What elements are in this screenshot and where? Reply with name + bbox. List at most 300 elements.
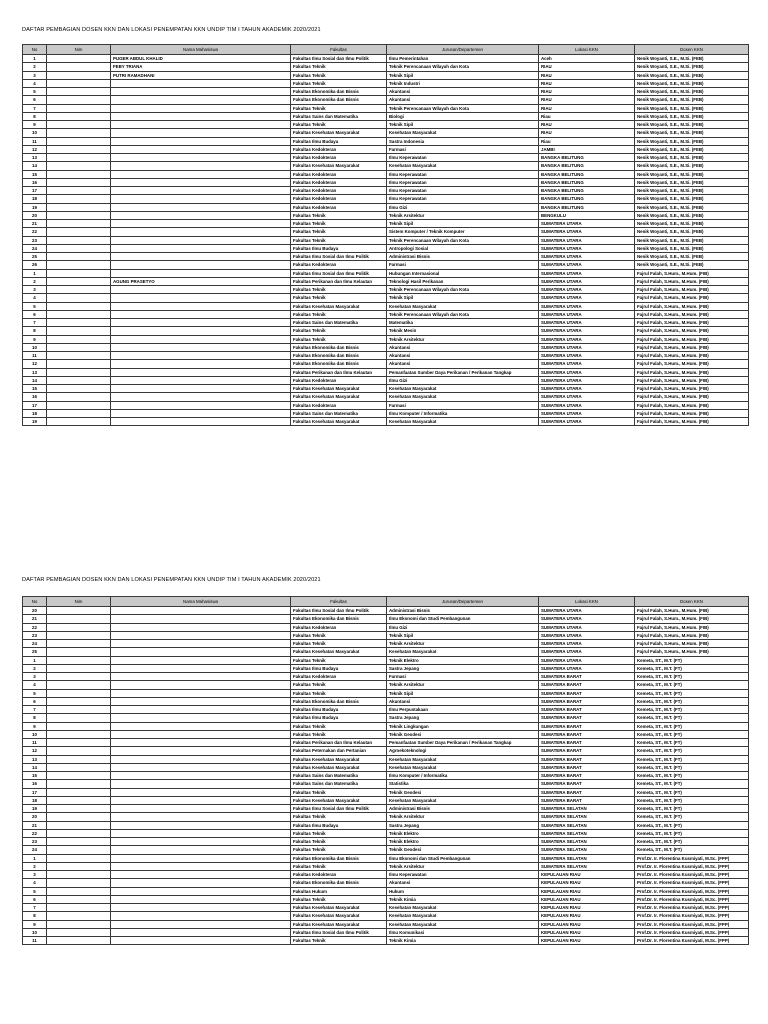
cell-lecturer: Fajrul Falah, S.Hum., M.Hum. (FIB) <box>635 401 749 409</box>
cell-lecturer: Nenik Woyanti, S.E., M.Si. (FEB) <box>635 253 749 261</box>
cell-no: 1 <box>23 656 47 664</box>
table-row <box>23 937 749 945</box>
cell-no: 4 <box>23 879 47 887</box>
cell-no: 5 <box>23 887 47 895</box>
cell-nim <box>47 730 111 738</box>
cell-student-name <box>111 615 291 623</box>
table-row <box>23 928 749 936</box>
assignment-table <box>22 596 749 945</box>
cell-no: 7 <box>23 706 47 714</box>
cell-nim <box>47 681 111 689</box>
cell-lecturer: Fajrul Falah, S.Hum., M.Hum. (FIB) <box>635 277 749 285</box>
column-header-student-name: Nama Mahasiswa <box>111 597 291 607</box>
cell-no: 20 <box>23 813 47 821</box>
column-header-department: Jurusan/Departemen <box>387 45 539 55</box>
cell-department: Kesehatan Masyarakat <box>387 648 539 656</box>
cell-faculty: Fakultas Sains dan Matematika <box>291 780 387 788</box>
table-row <box>23 385 749 393</box>
table-row <box>23 401 749 409</box>
cell-nim <box>47 755 111 763</box>
table-row <box>23 648 749 656</box>
cell-nim <box>47 409 111 417</box>
cell-nim <box>47 220 111 228</box>
cell-nim <box>47 121 111 129</box>
cell-lecturer: Nenik Woyanti, S.E., M.Si. (FEB) <box>635 145 749 153</box>
cell-location: SUMATERA UTARA <box>539 228 635 236</box>
cell-faculty: Fakultas Teknik <box>291 310 387 318</box>
cell-faculty: Fakultas Teknik <box>291 846 387 854</box>
cell-student-name <box>111 88 291 96</box>
cell-faculty: Fakultas Teknik <box>291 640 387 648</box>
cell-faculty: Fakultas Teknik <box>291 689 387 697</box>
cell-lecturer: Fajrul Falah, S.Hum., M.Hum. (FIB) <box>635 418 749 426</box>
cell-nim <box>47 178 111 186</box>
table-body <box>23 55 749 426</box>
cell-faculty: Fakultas Kesehatan Masyarakat <box>291 385 387 393</box>
cell-no: 8 <box>23 714 47 722</box>
document-title: DAFTAR PEMBAGIAN DOSEN KKN DAN LOKASI PENEMPATAN KKN UNDIP TIM I TAHUN AKADEMIK 2020/2021 <box>22 27 321 33</box>
cell-faculty: Fakultas Teknik <box>291 294 387 302</box>
cell-faculty: Fakultas Teknik <box>291 838 387 846</box>
table-row <box>23 187 749 195</box>
cell-location: SUMATERA UTARA <box>539 607 635 615</box>
cell-student-name <box>111 327 291 335</box>
cell-faculty: Fakultas Ilmu Budaya <box>291 664 387 672</box>
cell-lecturer: Nenik Woyanti, S.E., M.Si. (FEB) <box>635 203 749 211</box>
cell-no: 24 <box>23 244 47 252</box>
cell-no: 1 <box>23 55 47 63</box>
cell-faculty: Fakultas Ilmu Budaya <box>291 137 387 145</box>
cell-location: SUMATERA UTARA <box>539 352 635 360</box>
cell-no: 18 <box>23 195 47 203</box>
cell-lecturer: Prof.Dr. Ir. Florentina Kusmiyati, M.Sc. (FPP) <box>635 854 749 862</box>
table-row <box>23 376 749 384</box>
cell-faculty: Fakultas Ilmu Budaya <box>291 714 387 722</box>
cell-faculty: Fakultas Ekonomika dan Bisnis <box>291 697 387 705</box>
table-row <box>23 178 749 186</box>
cell-department: Ilmu Ekonomi dan Studi Pembangunan <box>387 615 539 623</box>
table-row <box>23 129 749 137</box>
cell-department: Statistika <box>387 780 539 788</box>
cell-student-name <box>111 640 291 648</box>
cell-department: Pemanfaatan Sumber Daya Perikanan / Perikanan Tangkap <box>387 739 539 747</box>
cell-location: BANGKA BELITUNG <box>539 187 635 195</box>
table-row <box>23 854 749 862</box>
cell-no: 11 <box>23 937 47 945</box>
cell-department: Teknik Perencanaan Wilayah dan Kota <box>387 286 539 294</box>
cell-no: 5 <box>23 302 47 310</box>
table-row <box>23 236 749 244</box>
cell-student-name <box>111 96 291 104</box>
cell-no: 16 <box>23 780 47 788</box>
cell-student-name <box>111 854 291 862</box>
table-row <box>23 623 749 631</box>
cell-department: Administrasi Bisnis <box>387 607 539 615</box>
cell-department: Akuntansi <box>387 879 539 887</box>
cell-nim <box>47 104 111 112</box>
cell-faculty: Fakultas Teknik <box>291 722 387 730</box>
cell-lecturer: Kemeta, ST., M.T. (FT) <box>635 755 749 763</box>
cell-location: SUMATERA UTARA <box>539 368 635 376</box>
cell-lecturer: Kemeta, ST., M.T. (FT) <box>635 689 749 697</box>
table-row <box>23 763 749 771</box>
cell-lecturer: Nenik Woyanti, S.E., M.Si. (FEB) <box>635 104 749 112</box>
cell-no: 25 <box>23 253 47 261</box>
table-row <box>23 286 749 294</box>
cell-lecturer: Nenik Woyanti, S.E., M.Si. (FEB) <box>635 220 749 228</box>
table-row <box>23 96 749 104</box>
cell-faculty: Fakultas Teknik <box>291 829 387 837</box>
table-row <box>23 821 749 829</box>
cell-no: 3 <box>23 871 47 879</box>
cell-nim <box>47 640 111 648</box>
cell-department: Sistem Komputer / Teknik Komputer <box>387 228 539 236</box>
cell-no: 7 <box>23 319 47 327</box>
cell-nim <box>47 937 111 945</box>
cell-student-name <box>111 895 291 903</box>
table-row <box>23 137 749 145</box>
cell-nim <box>47 368 111 376</box>
cell-location: SUMATERA BARAT <box>539 697 635 705</box>
cell-department: Akuntansi <box>387 360 539 368</box>
cell-nim <box>47 393 111 401</box>
cell-nim <box>47 648 111 656</box>
cell-faculty: Fakultas Teknik <box>291 220 387 228</box>
cell-no: 8 <box>23 327 47 335</box>
cell-department: Kesehatan Masyarakat <box>387 162 539 170</box>
cell-nim <box>47 335 111 343</box>
cell-department: Ilmu Keperawatan <box>387 154 539 162</box>
cell-location: SUMATERA UTARA <box>539 664 635 672</box>
cell-lecturer: Nenik Woyanti, S.E., M.Si. (FEB) <box>635 228 749 236</box>
cell-student-name <box>111 920 291 928</box>
cell-faculty: Fakultas Peternakan dan Pertanian <box>291 747 387 755</box>
cell-student-name <box>111 162 291 170</box>
cell-location: SUMATERA UTARA <box>539 294 635 302</box>
cell-location: Riau <box>539 112 635 120</box>
cell-department: Teknik Mesin <box>387 327 539 335</box>
table-row <box>23 846 749 854</box>
cell-faculty: Fakultas Ekonomika dan Bisnis <box>291 360 387 368</box>
cell-student-name <box>111 681 291 689</box>
table-row <box>23 343 749 351</box>
cell-student-name <box>111 211 291 219</box>
table-row <box>23 730 749 738</box>
cell-nim <box>47 854 111 862</box>
cell-location: BANGKA BELITUNG <box>539 178 635 186</box>
cell-no: 23 <box>23 236 47 244</box>
cell-lecturer: Kemeta, ST., M.T. (FT) <box>635 829 749 837</box>
cell-location: SUMATERA UTARA <box>539 615 635 623</box>
cell-no: 9 <box>23 121 47 129</box>
cell-location: KEPULAUAN RIAU <box>539 928 635 936</box>
cell-faculty: Fakultas Kesehatan Masyarakat <box>291 904 387 912</box>
cell-nim <box>47 904 111 912</box>
cell-student-name <box>111 401 291 409</box>
cell-student-name <box>111 112 291 120</box>
cell-nim <box>47 376 111 384</box>
cell-no: 10 <box>23 129 47 137</box>
cell-lecturer: Nenik Woyanti, S.E., M.Si. (FEB) <box>635 170 749 178</box>
cell-location: SUMATERA UTARA <box>539 277 635 285</box>
cell-department: Teknik Elektro <box>387 829 539 837</box>
table-row <box>23 121 749 129</box>
cell-location: RIAU <box>539 71 635 79</box>
cell-no: 18 <box>23 409 47 417</box>
cell-location: KEPULAUAN RIAU <box>539 937 635 945</box>
table-row <box>23 409 749 417</box>
table-row <box>23 607 749 615</box>
cell-faculty: Fakultas Kesehatan Masyarakat <box>291 162 387 170</box>
table-row <box>23 79 749 87</box>
cell-nim <box>47 871 111 879</box>
cell-department: Teknik Arsitektur <box>387 681 539 689</box>
cell-location: SUMATERA SELATAN <box>539 838 635 846</box>
table-row <box>23 220 749 228</box>
cell-student-name <box>111 780 291 788</box>
cell-location: BANGKA BELITUNG <box>539 154 635 162</box>
cell-lecturer: Fajrul Falah, S.Hum., M.Hum. (FIB) <box>635 319 749 327</box>
cell-location: SUMATERA UTARA <box>539 302 635 310</box>
cell-no: 12 <box>23 145 47 153</box>
cell-department: Farmasi <box>387 261 539 269</box>
cell-student-name <box>111 879 291 887</box>
table-row <box>23 887 749 895</box>
cell-student-name <box>111 739 291 747</box>
cell-student-name <box>111 170 291 178</box>
cell-student-name <box>111 236 291 244</box>
cell-faculty: Fakultas Ekonomika dan Bisnis <box>291 352 387 360</box>
cell-nim <box>47 615 111 623</box>
cell-location: SUMATERA UTARA <box>539 385 635 393</box>
cell-nim <box>47 912 111 920</box>
table-row <box>23 879 749 887</box>
table-row <box>23 788 749 796</box>
cell-nim <box>47 780 111 788</box>
cell-faculty: Fakultas Teknik <box>291 121 387 129</box>
cell-location: Aceh <box>539 55 635 63</box>
cell-student-name <box>111 631 291 639</box>
cell-location: SUMATERA BARAT <box>539 796 635 804</box>
cell-lecturer: Nenik Woyanti, S.E., M.Si. (FEB) <box>635 187 749 195</box>
cell-lecturer: Fajrul Falah, S.Hum., M.Hum. (FIB) <box>635 335 749 343</box>
cell-lecturer: Kemeta, ST., M.T. (FT) <box>635 772 749 780</box>
cell-student-name <box>111 904 291 912</box>
table-row <box>23 393 749 401</box>
cell-department: Teknik Perencanaan Wilayah dan Kota <box>387 310 539 318</box>
cell-nim <box>47 261 111 269</box>
cell-student-name <box>111 244 291 252</box>
cell-nim <box>47 211 111 219</box>
cell-lecturer: Fajrul Falah, S.Hum., M.Hum. (FIB) <box>635 310 749 318</box>
cell-no: 25 <box>23 648 47 656</box>
cell-no: 20 <box>23 607 47 615</box>
cell-no: 10 <box>23 730 47 738</box>
column-header-department: Jurusan/Departemen <box>387 597 539 607</box>
cell-nim <box>47 838 111 846</box>
cell-location: JAMBI <box>539 145 635 153</box>
cell-no: 26 <box>23 261 47 269</box>
cell-location: RIAU <box>539 96 635 104</box>
cell-nim <box>47 821 111 829</box>
cell-faculty: Fakultas Kesehatan Masyarakat <box>291 418 387 426</box>
cell-department: Teknik Geodesi <box>387 846 539 854</box>
cell-lecturer: Kemeta, ST., M.T. (FT) <box>635 714 749 722</box>
cell-student-name <box>111 813 291 821</box>
cell-student-name <box>111 319 291 327</box>
column-header-location: Lokasi KKN <box>539 597 635 607</box>
cell-department: Hubungan Internasional <box>387 269 539 277</box>
cell-student-name <box>111 178 291 186</box>
table-header-row <box>23 597 749 607</box>
cell-department: Biologi <box>387 112 539 120</box>
cell-student-name <box>111 656 291 664</box>
table-row <box>23 871 749 879</box>
cell-nim <box>47 360 111 368</box>
cell-location: SUMATERA BARAT <box>539 673 635 681</box>
cell-faculty: Fakultas Kedokteran <box>291 623 387 631</box>
table-row <box>23 55 749 63</box>
cell-department: Kesehatan Masyarakat <box>387 393 539 401</box>
cell-lecturer: Kemeta, ST., M.T. (FT) <box>635 796 749 804</box>
cell-lecturer: Kemeta, ST., M.T. (FT) <box>635 673 749 681</box>
cell-student-name <box>111 912 291 920</box>
cell-location: SUMATERA BARAT <box>539 747 635 755</box>
cell-nim <box>47 689 111 697</box>
cell-student-name <box>111 623 291 631</box>
cell-location: SUMATERA UTARA <box>539 640 635 648</box>
cell-nim <box>47 162 111 170</box>
table-row <box>23 829 749 837</box>
cell-student-name <box>111 846 291 854</box>
cell-student-name <box>111 220 291 228</box>
cell-faculty: Fakultas Kesehatan Masyarakat <box>291 755 387 763</box>
cell-no: 1 <box>23 854 47 862</box>
table-row <box>23 681 749 689</box>
table-row <box>23 631 749 639</box>
cell-faculty: Fakultas Teknik <box>291 681 387 689</box>
cell-no: 11 <box>23 137 47 145</box>
table-row <box>23 796 749 804</box>
cell-department: Farmasi <box>387 673 539 681</box>
cell-student-name <box>111 607 291 615</box>
cell-student-name <box>111 673 291 681</box>
cell-nim <box>47 895 111 903</box>
cell-no: 6 <box>23 96 47 104</box>
cell-nim <box>47 879 111 887</box>
cell-lecturer: Kemeta, ST., M.T. (FT) <box>635 805 749 813</box>
table-row <box>23 747 749 755</box>
cell-no: 17 <box>23 788 47 796</box>
cell-lecturer: Kemeta, ST., M.T. (FT) <box>635 697 749 705</box>
cell-nim <box>47 112 111 120</box>
cell-location: BANGKA BELITUNG <box>539 162 635 170</box>
cell-no: 6 <box>23 310 47 318</box>
cell-faculty: Fakultas Perikanan dan Ilmu Kelautan <box>291 368 387 376</box>
cell-nim <box>47 63 111 71</box>
cell-student-name <box>111 697 291 705</box>
cell-lecturer: Fajrul Falah, S.Hum., M.Hum. (FIB) <box>635 648 749 656</box>
cell-lecturer: Kemeta, ST., M.T. (FT) <box>635 813 749 821</box>
cell-lecturer: Nenik Woyanti, S.E., M.Si. (FEB) <box>635 55 749 63</box>
cell-nim <box>47 714 111 722</box>
cell-department: Ilmu Perpustakaan <box>387 706 539 714</box>
cell-student-name <box>111 409 291 417</box>
cell-no: 15 <box>23 170 47 178</box>
cell-lecturer: Nenik Woyanti, S.E., M.Si. (FEB) <box>635 211 749 219</box>
cell-student-name: AGUNG PRASETYO <box>111 277 291 285</box>
cell-lecturer: Prof.Dr. Ir. Florentina Kusmiyati, M.Sc. (FPP) <box>635 920 749 928</box>
cell-lecturer: Nenik Woyanti, S.E., M.Si. (FEB) <box>635 96 749 104</box>
cell-department: Teknik Perencanaan Wilayah dan Kota <box>387 236 539 244</box>
cell-lecturer: Nenik Woyanti, S.E., M.Si. (FEB) <box>635 112 749 120</box>
cell-faculty: Fakultas Ilmu Budaya <box>291 706 387 714</box>
cell-nim <box>47 154 111 162</box>
cell-faculty: Fakultas Teknik <box>291 937 387 945</box>
cell-faculty: Fakultas Ilmu Sosial dan Ilmu Politik <box>291 253 387 261</box>
column-header-lecturer: Dosen KKN <box>635 45 749 55</box>
cell-nim <box>47 96 111 104</box>
cell-nim <box>47 71 111 79</box>
cell-student-name <box>111 294 291 302</box>
cell-nim <box>47 623 111 631</box>
cell-department: Kesehatan Masyarakat <box>387 755 539 763</box>
cell-student-name <box>111 747 291 755</box>
cell-no: 19 <box>23 203 47 211</box>
cell-nim <box>47 277 111 285</box>
cell-location: SUMATERA BARAT <box>539 755 635 763</box>
table-row <box>23 780 749 788</box>
cell-faculty: Fakultas Teknik <box>291 895 387 903</box>
cell-nim <box>47 236 111 244</box>
cell-student-name <box>111 829 291 837</box>
cell-department: Farmasi <box>387 145 539 153</box>
cell-lecturer: Prof.Dr. Ir. Florentina Kusmiyati, M.Sc. (FPP) <box>635 871 749 879</box>
cell-nim <box>47 302 111 310</box>
cell-department: Ilmu Ekonomi dan Studi Pembangunan <box>387 854 539 862</box>
cell-location: SUMATERA BARAT <box>539 772 635 780</box>
cell-faculty: Fakultas Ekonomika dan Bisnis <box>291 96 387 104</box>
cell-location: SUMATERA UTARA <box>539 418 635 426</box>
cell-department: Ilmu Keperawatan <box>387 187 539 195</box>
table-row <box>23 689 749 697</box>
cell-nim <box>47 187 111 195</box>
cell-location: SUMATERA BARAT <box>539 689 635 697</box>
cell-department: Pemanfaatan Sumber Daya Perikanan / Perikanan Tangkap <box>387 368 539 376</box>
cell-lecturer: Prof.Dr. Ir. Florentina Kusmiyati, M.Sc. (FPP) <box>635 912 749 920</box>
cell-faculty: Fakultas Ilmu Sosial dan Ilmu Politik <box>291 607 387 615</box>
cell-faculty: Fakultas Sains dan Matematika <box>291 112 387 120</box>
cell-faculty: Fakultas Teknik <box>291 228 387 236</box>
cell-faculty: Fakultas Kedokteran <box>291 401 387 409</box>
cell-no: 12 <box>23 747 47 755</box>
cell-location: SUMATERA BARAT <box>539 722 635 730</box>
table-row <box>23 656 749 664</box>
cell-faculty: Fakultas Kesehatan Masyarakat <box>291 648 387 656</box>
cell-department: Farmasi <box>387 401 539 409</box>
cell-nim <box>47 203 111 211</box>
cell-no: 3 <box>23 71 47 79</box>
cell-lecturer: Fajrul Falah, S.Hum., M.Hum. (FIB) <box>635 607 749 615</box>
cell-department: Ilmu Gizi <box>387 203 539 211</box>
cell-student-name <box>111 862 291 870</box>
cell-department: Teknik Arsitektur <box>387 862 539 870</box>
cell-location: SUMATERA SELATAN <box>539 854 635 862</box>
cell-student-name <box>111 187 291 195</box>
cell-lecturer: Kemeta, ST., M.T. (FT) <box>635 739 749 747</box>
cell-nim <box>47 401 111 409</box>
cell-lecturer: Nenik Woyanti, S.E., M.Si. (FEB) <box>635 71 749 79</box>
